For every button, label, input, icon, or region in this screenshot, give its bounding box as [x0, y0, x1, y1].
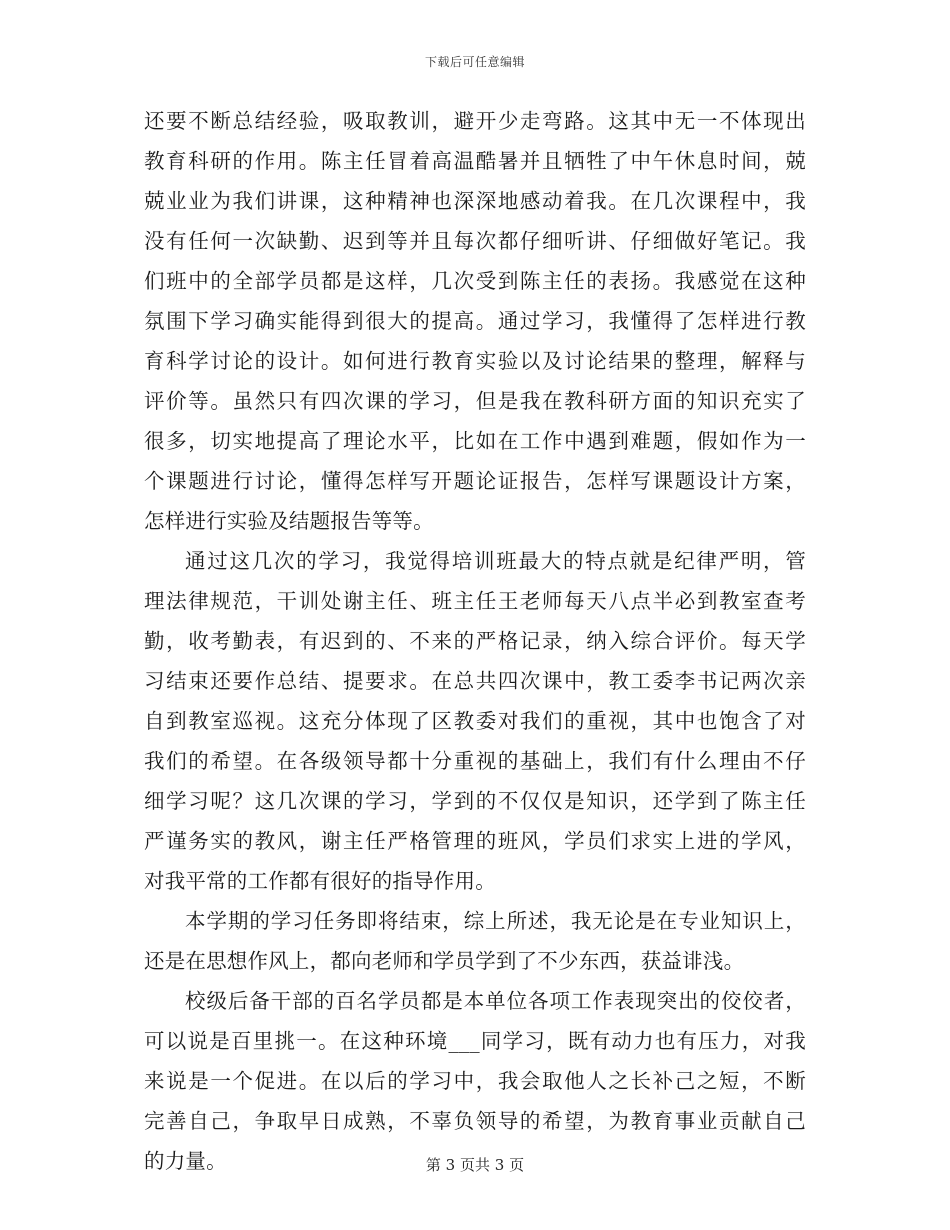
- text-line: 习结束还要作总结、提要求。在总共四次课中，教工委李书记两次亲: [144, 669, 806, 693]
- text-line: 的力量。: [144, 1149, 227, 1173]
- text-line: 对我平常的工作都有很好的指导作用。: [144, 869, 496, 893]
- text-line: 来说是一个促进。在以后的学习中，我会取他人之长补己之短，不断: [144, 1069, 806, 1093]
- text-line: 很多，切实地提高了理论水平，比如在工作中遇到难题，假如作为一: [144, 429, 806, 453]
- text-line: 自到教室巡视。这充分体现了区教委对我们的重视，其中也饱含了对: [144, 709, 806, 733]
- text-line: 还要不断总结经验，吸取教训，避开少走弯路。这其中无一不体现出: [144, 109, 806, 133]
- paragraph-first-line: 本学期的学习任务即将结束，综上所述，我无论是在专业知识上，: [185, 909, 806, 933]
- text-line: 教育科研的作用。陈主任冒着高温酷暑并且牺牲了中午休息时间，兢: [144, 149, 806, 173]
- text-line: 评价等。虽然只有四次课的学习，但是我在教科研方面的知识充实了: [144, 389, 806, 413]
- text-line: 严谨务实的教风，谢主任严格管理的班风，学员们求实上进的学风，: [144, 829, 806, 853]
- text-line: 个课题进行讨论，懂得怎样写开题论证报告，怎样写课题设计方案，: [144, 469, 806, 493]
- page-number: 第 3 页共 3 页: [425, 1156, 525, 1174]
- text-line: 还是在思想作风上，都向老师和学员学到了不少东西，获益诽浅。: [144, 949, 745, 973]
- text-line: 怎样进行实验及结题报告等等。: [144, 509, 434, 533]
- text-line: 育科学讨论的设计。如何进行教育实验以及讨论结果的整理，解释与: [144, 349, 806, 373]
- text-line: 完善自己，争取早日成熟，不辜负领导的希望，为教育事业贡献自己: [144, 1109, 806, 1133]
- page-header: 下载后可任意编辑: [424, 55, 525, 69]
- text-line: 们班中的全部学员都是这样，几次受到陈主任的表扬。我感觉在这种: [144, 269, 806, 293]
- text-line: 细学习呢？这几次课的学习，学到的不仅仅是知识，还学到了陈主任: [144, 789, 806, 813]
- text-line: 兢业业为我们讲课，这种精神也深深地感动着我。在几次课程中，我: [144, 189, 806, 213]
- paragraph-first-line: 通过这几次的学习，我觉得培训班最大的特点就是纪律严明，管: [185, 549, 806, 573]
- paragraph-first-line: 校级后备干部的百名学员都是本单位各项工作表现突出的佼佼者，: [185, 989, 806, 1013]
- document-body: [144, 101, 806, 1181]
- text-line: 勤，收考勤表，有迟到的、不来的严格记录，纳入综合评价。每天学: [144, 629, 806, 653]
- text-line: 理法律规范，干训处谢主任、班主任王老师每天八点半必到教室查考: [144, 589, 806, 613]
- text-line: 我们的希望。在各级领导都十分重视的基础上，我们有什么理由不仔: [144, 749, 806, 773]
- text-line: 没有任何一次缺勤、迟到等并且每次都仔细听讲、仔细做好笔记。我: [144, 229, 806, 253]
- text-line: 可以说是百里挑一。在这种环境___同学习，既有动力也有压力，对我: [144, 1029, 806, 1053]
- text-line: 氛围下学习确实能得到很大的提高。通过学习，我懂得了怎样进行教: [144, 309, 806, 333]
